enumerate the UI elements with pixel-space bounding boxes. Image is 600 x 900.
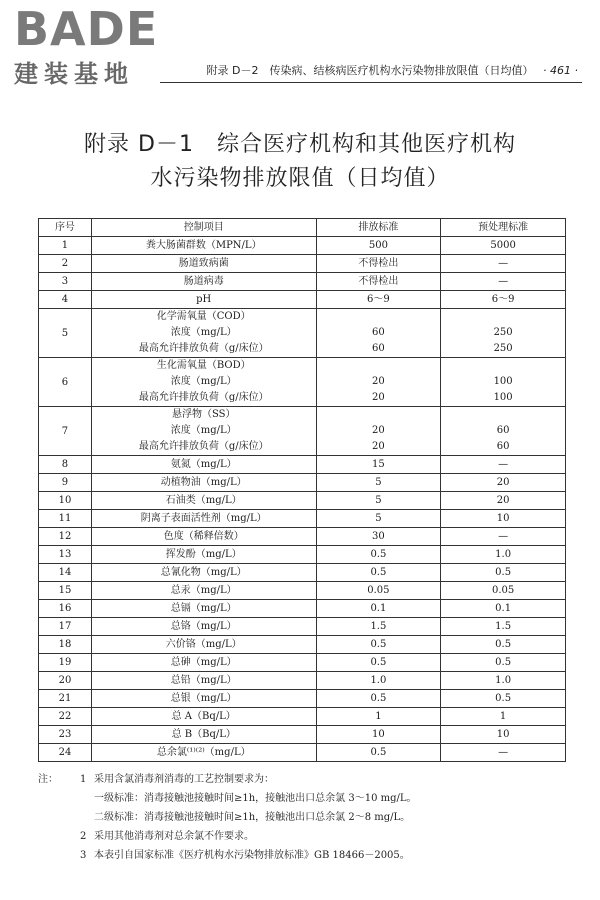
cell-standard: 500 — [316, 237, 441, 255]
cell-standard: 不得检出 — [316, 255, 441, 273]
cell-standard: 5 — [316, 510, 441, 528]
cell-line: 浓度（mg/L） — [170, 425, 237, 436]
cell-standard: 0.5 — [316, 546, 441, 564]
cell-pretreatment: 20 — [441, 474, 566, 492]
cell-standard: 0.05 — [316, 582, 441, 600]
note-text: 采用其他消毒剂对总余氯不作要求。 — [94, 831, 254, 842]
cell-pretreatment: 1.5 — [441, 618, 566, 636]
note-label — [38, 789, 80, 808]
cell-standard: 5 — [316, 474, 441, 492]
cell-line: 100 — [493, 376, 513, 387]
cell-standard: 0.5 — [316, 564, 441, 582]
table-row — [39, 492, 566, 510]
table-row — [39, 255, 566, 273]
cell-line: 最高允许排放负荷（g/床位） — [138, 392, 269, 403]
cell-standard — [316, 407, 441, 456]
cell-line — [443, 358, 563, 374]
cell-item: 总氰化物（mg/L） — [91, 564, 316, 582]
cell-line: 250 — [493, 343, 513, 354]
cell-serial: 2 — [39, 255, 92, 273]
table-body — [39, 237, 566, 762]
cell-pretreatment: 20 — [441, 492, 566, 510]
cell-pretreatment: 1.0 — [441, 546, 566, 564]
table-row — [39, 618, 566, 636]
table-row — [39, 564, 566, 582]
table-row — [39, 546, 566, 564]
cell-item — [91, 358, 316, 407]
cell-standard: 0.5 — [316, 690, 441, 708]
note-item — [38, 827, 578, 846]
table-row — [39, 582, 566, 600]
cell-item: 总砷（mg/L） — [91, 654, 316, 672]
header-divider — [160, 82, 582, 83]
table-row — [39, 309, 566, 358]
cell-pretreatment — [441, 309, 566, 358]
cell-pretreatment: — — [441, 255, 566, 273]
cell-serial: 19 — [39, 654, 92, 672]
page-title — [0, 128, 600, 196]
page-number: · 461 · — [543, 64, 578, 77]
table-row — [39, 654, 566, 672]
cell-serial: 24 — [39, 744, 92, 762]
cell-standard: 0.5 — [316, 744, 441, 762]
note-item — [38, 770, 578, 789]
cell-item: 粪大肠菌群数（MPN/L） — [91, 237, 316, 255]
cell-pretreatment: 0.1 — [441, 600, 566, 618]
cell-line — [319, 309, 439, 325]
cell-item — [91, 407, 316, 456]
table-row — [39, 636, 566, 654]
notes — [38, 770, 578, 865]
table-row — [39, 474, 566, 492]
cell-serial: 16 — [39, 600, 92, 618]
cell-standard: 不得检出 — [316, 273, 441, 291]
cell-pretreatment: 0.5 — [441, 654, 566, 672]
title-line-1: 附录 D－1 综合医疗机构和其他医疗机构 — [84, 132, 516, 157]
cell-serial: 14 — [39, 564, 92, 582]
table-header-row — [39, 219, 566, 237]
cell-item: 总 A（Bq/L） — [91, 708, 316, 726]
logo-brand: BADE — [14, 2, 159, 56]
cell-pretreatment: 10 — [441, 510, 566, 528]
cell-item: 总铬（mg/L） — [91, 618, 316, 636]
cell-standard: 1.0 — [316, 672, 441, 690]
note-item — [38, 808, 578, 827]
cell-serial: 6 — [39, 358, 92, 407]
cell-standard: 30 — [316, 528, 441, 546]
note-label: 注： — [38, 774, 58, 785]
table-row — [39, 528, 566, 546]
cell-standard: 15 — [316, 456, 441, 474]
cell-standard: 0.5 — [316, 636, 441, 654]
note-text: 二级标准：消毒接触池接触时间≥1h，接触池出口总余氯 2～8 mg/L。 — [94, 812, 411, 823]
cell-item: 色度（稀释倍数） — [91, 528, 316, 546]
note-text: 一级标准：消毒接触池接触时间≥1h，接触池出口总余氯 3～10 mg/L。 — [94, 793, 417, 804]
cell-serial: 9 — [39, 474, 92, 492]
logo-tagline: 建装基地 — [14, 60, 134, 88]
cell-serial: 4 — [39, 291, 92, 309]
cell-serial: 13 — [39, 546, 92, 564]
cell-serial: 23 — [39, 726, 92, 744]
cell-line — [319, 358, 439, 374]
cell-line: 20 — [372, 392, 385, 403]
cell-serial: 1 — [39, 237, 92, 255]
cell-item: pH — [91, 291, 316, 309]
header-pretreatment: 预处理标准 — [441, 219, 566, 237]
cell-line: 悬浮物（SS） — [171, 409, 236, 420]
cell-item: 总银（mg/L） — [91, 690, 316, 708]
cell-line: 生化需氧量（BOD） — [156, 360, 251, 371]
cell-pretreatment: 0.5 — [441, 636, 566, 654]
cell-item: 阴离子表面活性剂（mg/L） — [91, 510, 316, 528]
cell-line — [319, 407, 439, 423]
cell-standard: 1.5 — [316, 618, 441, 636]
table-row — [39, 708, 566, 726]
cell-item: 总余氯⁽¹⁾⁽²⁾（mg/L） — [91, 744, 316, 762]
cell-line: 化学需氧量（COD） — [156, 311, 251, 322]
table-row — [39, 456, 566, 474]
cell-item: 挥发酚（mg/L） — [91, 546, 316, 564]
cell-line: 100 — [493, 392, 513, 403]
cell-standard — [316, 309, 441, 358]
cell-serial: 22 — [39, 708, 92, 726]
cell-serial: 7 — [39, 407, 92, 456]
table-row — [39, 744, 566, 762]
note-number — [80, 789, 94, 808]
cell-standard: 6～9 — [316, 291, 441, 309]
cell-standard: 0.1 — [316, 600, 441, 618]
cell-item: 总汞（mg/L） — [91, 582, 316, 600]
note-number: 1 — [80, 774, 87, 785]
cell-pretreatment: 5000 — [441, 237, 566, 255]
table-row — [39, 407, 566, 456]
table-row — [39, 690, 566, 708]
header-item: 控制项目 — [91, 219, 316, 237]
note-number — [80, 808, 94, 827]
cell-line: 250 — [493, 327, 513, 338]
table-row — [39, 291, 566, 309]
cell-pretreatment — [441, 407, 566, 456]
cell-pretreatment: 0.5 — [441, 690, 566, 708]
note-item — [38, 846, 578, 865]
table-row — [39, 237, 566, 255]
cell-pretreatment: 6～9 — [441, 291, 566, 309]
cell-standard: 5 — [316, 492, 441, 510]
cell-line — [443, 407, 563, 423]
cell-item — [91, 309, 316, 358]
note-item — [38, 789, 578, 808]
title-line-2: 水污染物排放限值（日均值） — [150, 166, 450, 191]
cell-item: 肠道病毒 — [91, 273, 316, 291]
cell-pretreatment: — — [441, 456, 566, 474]
note-label — [38, 808, 80, 827]
cell-serial: 12 — [39, 528, 92, 546]
table-row — [39, 510, 566, 528]
cell-item: 石油类（mg/L） — [91, 492, 316, 510]
cell-serial: 11 — [39, 510, 92, 528]
cell-item: 动植物油（mg/L） — [91, 474, 316, 492]
cell-line: 20 — [372, 441, 385, 452]
cell-pretreatment: 1 — [441, 708, 566, 726]
cell-pretreatment: 0.5 — [441, 564, 566, 582]
cell-serial: 21 — [39, 690, 92, 708]
cell-line: 浓度（mg/L） — [170, 327, 237, 338]
cell-serial: 15 — [39, 582, 92, 600]
cell-serial: 18 — [39, 636, 92, 654]
table-row — [39, 273, 566, 291]
header-serial: 序号 — [39, 219, 92, 237]
cell-item: 氨氮（mg/L） — [91, 456, 316, 474]
cell-standard: 0.5 — [316, 654, 441, 672]
table-row — [39, 600, 566, 618]
running-header-title: 附录 D－2 传染病、结核病医疗机构水污染物排放限值（日均值） — [206, 64, 534, 77]
cell-line: 60 — [372, 327, 385, 338]
cell-pretreatment: 1.0 — [441, 672, 566, 690]
cell-serial: 10 — [39, 492, 92, 510]
cell-line: 20 — [372, 425, 385, 436]
cell-pretreatment — [441, 358, 566, 407]
cell-item: 六价铬（mg/L） — [91, 636, 316, 654]
table-row — [39, 726, 566, 744]
note-label — [38, 846, 80, 865]
discharge-limits-table — [38, 218, 566, 762]
cell-item: 肠道致病菌 — [91, 255, 316, 273]
cell-serial: 3 — [39, 273, 92, 291]
cell-pretreatment: — — [441, 528, 566, 546]
table-row — [39, 358, 566, 407]
cell-item: 总 B（Bq/L） — [91, 726, 316, 744]
header-standard: 排放标准 — [316, 219, 441, 237]
cell-pretreatment: 0.05 — [441, 582, 566, 600]
cell-line: 60 — [372, 343, 385, 354]
cell-serial: 8 — [39, 456, 92, 474]
cell-pretreatment: 10 — [441, 726, 566, 744]
cell-item: 总铅（mg/L） — [91, 672, 316, 690]
cell-pretreatment: — — [441, 273, 566, 291]
publisher-logo — [14, 2, 194, 89]
note-text: 本表引自国家标准《医疗机构水污染物排放标准》GB 18466－2005。 — [94, 850, 410, 861]
cell-item: 总镉（mg/L） — [91, 600, 316, 618]
cell-line: 60 — [496, 425, 510, 436]
cell-standard: 1 — [316, 708, 441, 726]
cell-line: 最高允许排放负荷（g/床位） — [138, 441, 269, 452]
cell-line: 60 — [496, 441, 510, 452]
table-row — [39, 672, 566, 690]
cell-serial: 20 — [39, 672, 92, 690]
note-text: 采用含氯消毒剂消毒的工艺控制要求为： — [94, 774, 274, 785]
cell-line: 最高允许排放负荷（g/床位） — [138, 343, 269, 354]
cell-serial: 17 — [39, 618, 92, 636]
note-number: 2 — [80, 831, 87, 842]
note-number: 3 — [80, 850, 87, 861]
note-label — [38, 827, 80, 846]
cell-serial: 5 — [39, 309, 92, 358]
cell-line: 浓度（mg/L） — [170, 376, 237, 387]
cell-line: 20 — [372, 376, 385, 387]
running-header — [207, 62, 578, 78]
cell-pretreatment: — — [441, 744, 566, 762]
cell-standard: 10 — [316, 726, 441, 744]
cell-line — [443, 309, 563, 325]
cell-standard — [316, 358, 441, 407]
